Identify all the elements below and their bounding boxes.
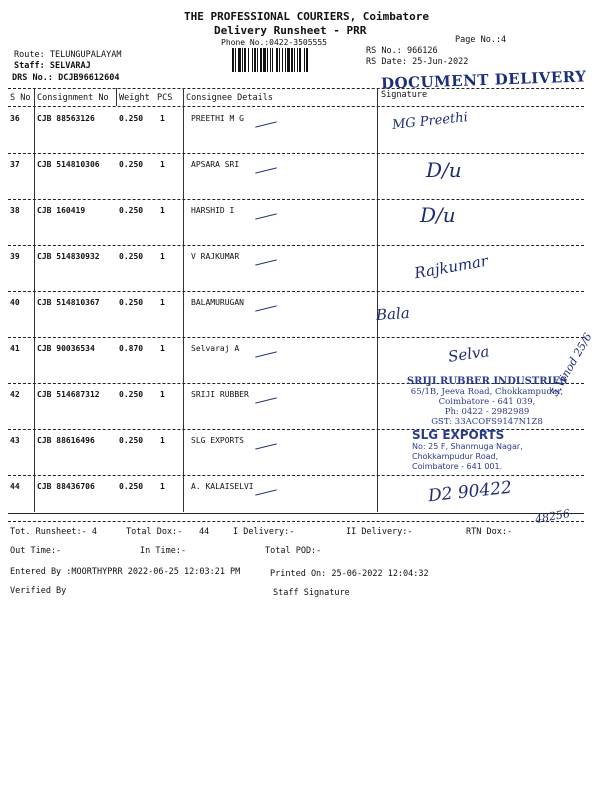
runsheet-subtitle: Delivery Runsheet - PRR: [214, 24, 367, 37]
row-weight: 0.250: [119, 298, 144, 307]
rs-date-line: [366, 57, 468, 67]
row-pcs: 1: [160, 206, 165, 215]
route-label: Route:: [14, 50, 45, 60]
row-consignee: BALAMURUGAN: [191, 298, 244, 307]
footer-divider: [8, 513, 584, 514]
staff-label: Staff:: [14, 61, 45, 71]
row-weight: 0.250: [119, 206, 144, 215]
row-sno: 36: [10, 114, 20, 123]
row-consignment-no: CJB 90036534: [37, 344, 95, 353]
total-pod: Total POD:-: [265, 546, 322, 556]
row-consignment-no: CJB 514687312: [37, 390, 100, 399]
verified-by: Verified By: [10, 586, 67, 596]
drs-line: [12, 73, 120, 83]
row-sno: 39: [10, 252, 20, 261]
i-delivery: I Delivery:-: [233, 527, 295, 537]
delivered-tick-mark: [255, 397, 277, 403]
drs-label: DRS No.:: [12, 73, 53, 83]
drs-value: DCJB96612604: [58, 73, 120, 83]
ii-delivery: II Delivery:-: [346, 527, 413, 537]
rs-no-value: 966126: [406, 46, 438, 56]
col-header-weight: Weight: [119, 93, 150, 103]
barcode-bar: [308, 48, 309, 72]
row-pcs: 1: [160, 114, 165, 123]
header-top-divider: [8, 88, 584, 89]
row-weight: 0.250: [119, 390, 144, 399]
row-sno: 44: [10, 482, 20, 491]
row-consignee: A. KALAISELVI: [191, 482, 254, 491]
signature-row-40: Bala: [375, 303, 411, 325]
row-consignee: SRIJI RUBBER: [191, 390, 249, 399]
rs-no-line: [366, 46, 438, 56]
delivered-tick-mark: [255, 489, 277, 495]
staff-value: SELVARAJ: [49, 61, 91, 71]
row-weight: 0.250: [119, 436, 144, 445]
column-divider: [116, 88, 117, 106]
row-consignee: PREETHI M G: [191, 114, 244, 123]
entered-by: Entered By :MOORTHYPRR 2022-06-25 12:03:21 PM: [10, 567, 241, 577]
delivered-tick-mark: [255, 213, 277, 219]
sriji-stamp-name: SRIJI RUBBER INDUSTRIES: [406, 376, 568, 387]
row-divider: [8, 521, 584, 522]
row-sno: 38: [10, 206, 20, 215]
row-sno: 42: [10, 390, 20, 399]
signature-row-41: Selva: [446, 342, 491, 366]
signature-row-39: Rajkumar: [413, 251, 490, 283]
rs-date-label: RS Date:: [366, 57, 407, 67]
row-sno: 40: [10, 298, 20, 307]
signature-row-44: D2 90422: [427, 477, 513, 507]
printed-on: Printed On: 25-06-2022 12:04:32: [270, 569, 429, 579]
staff-line: [14, 61, 91, 71]
delivered-tick-mark: [255, 443, 277, 449]
col-header-sno: S No: [10, 93, 31, 103]
slg-exports-stamp: [412, 428, 572, 472]
row-sno: 41: [10, 344, 20, 353]
table-row: [0, 200, 600, 246]
row-weight: 0.870: [119, 344, 144, 353]
delivered-tick-mark: [255, 259, 277, 265]
sriji-stamp-line1: 65/1B, Jeeva Road, Chokkampudur,: [410, 387, 564, 397]
sriji-stamp-line2: Coimbatore - 641 039,: [438, 397, 536, 407]
row-consignment-no: CJB 514810306: [37, 160, 100, 169]
phone-number: Phone No.:0422-3505555: [221, 38, 327, 47]
route-value: TELUNGUPALAYAM: [49, 50, 122, 60]
handwritten-number-note: 48256: [534, 507, 571, 526]
row-pcs: 1: [160, 390, 165, 399]
table-row: [0, 292, 600, 338]
margin-signature-note: 5.Vinod 25/6: [548, 330, 595, 399]
row-consignee: SLG EXPORTS: [191, 436, 244, 445]
total-dox-label: Total Dox:-: [126, 527, 183, 537]
staff-signature: Staff Signature: [273, 588, 350, 598]
signature-row-38: D/u: [420, 203, 456, 227]
sriji-stamp-line4: GST: 33ACOFS9147N1Z8: [431, 417, 543, 427]
row-consignment-no: CJB 88436706: [37, 482, 95, 491]
row-consignment-no: CJB 514830932: [37, 252, 100, 261]
row-consignment-no: CJB 88563126: [37, 114, 95, 123]
signature-row-36: MG Preethi: [391, 110, 469, 133]
row-weight: 0.250: [119, 482, 144, 491]
document-delivery-stamp: DOCUMENT DELIVERY: [380, 67, 587, 93]
col-header-consignee: Consignee Details: [186, 93, 273, 103]
row-consignment-no: CJB 514810367: [37, 298, 100, 307]
page-number: Page No.:4: [455, 35, 507, 45]
sriji-stamp-line3: Ph: 0422 - 2982989: [444, 407, 530, 417]
rs-no-label: RS No.:: [366, 46, 402, 56]
row-pcs: 1: [160, 298, 165, 307]
row-sno: 43: [10, 436, 20, 445]
row-consignment-no: CJB 160419: [37, 206, 86, 215]
col-header-consignment: Consignment No: [37, 93, 109, 103]
slg-stamp-name: SLG EXPORTS: [412, 428, 505, 442]
barcode-image: [232, 48, 348, 72]
slg-stamp-line3: Coimbatore - 641 001.: [412, 462, 503, 471]
header-bottom-divider: [8, 106, 584, 107]
table-row: [0, 154, 600, 200]
tot-runsheet: Tot. Runsheet:- 4: [10, 527, 97, 537]
col-header-pcs: PCS: [157, 93, 173, 103]
table-row: [0, 246, 600, 292]
col-header-signature: Signature: [381, 90, 428, 100]
rtn-dox: RTN Dox:-: [466, 527, 513, 537]
route-line: [14, 50, 122, 60]
row-weight: 0.250: [119, 114, 144, 123]
rs-date-value: 25-Jun-2022: [412, 57, 469, 67]
row-consignee: V RAJKUMAR: [191, 252, 240, 261]
row-consignee: APSARA SRI: [191, 160, 240, 169]
slg-stamp-line1: No: 25 F, Shanmuga Nagar,: [412, 442, 523, 451]
delivered-tick-mark: [255, 351, 277, 357]
company-title: THE PROFESSIONAL COURIERS, Coimbatore: [184, 10, 430, 23]
row-consignee: Selvaraj A: [191, 344, 240, 353]
row-pcs: 1: [160, 482, 165, 491]
row-consignment-no: CJB 88616496: [37, 436, 95, 445]
row-consignee: HARSHID I: [191, 206, 235, 215]
row-pcs: 1: [160, 344, 165, 353]
row-weight: 0.250: [119, 160, 144, 169]
row-pcs: 1: [160, 436, 165, 445]
row-weight: 0.250: [119, 252, 144, 261]
delivered-tick-mark: [255, 305, 277, 311]
out-time: Out Time:-: [10, 546, 62, 556]
row-sno: 37: [10, 160, 20, 169]
delivered-tick-mark: [255, 167, 277, 173]
signature-row-37: D/u: [426, 158, 462, 182]
delivered-tick-mark: [255, 121, 277, 127]
slg-stamp-line2: Chokkampudur Road,: [412, 452, 499, 461]
in-time: In Time:-: [140, 546, 187, 556]
row-pcs: 1: [160, 160, 165, 169]
total-dox-value: 44: [199, 527, 210, 537]
table-row: [0, 108, 600, 154]
row-pcs: 1: [160, 252, 165, 261]
